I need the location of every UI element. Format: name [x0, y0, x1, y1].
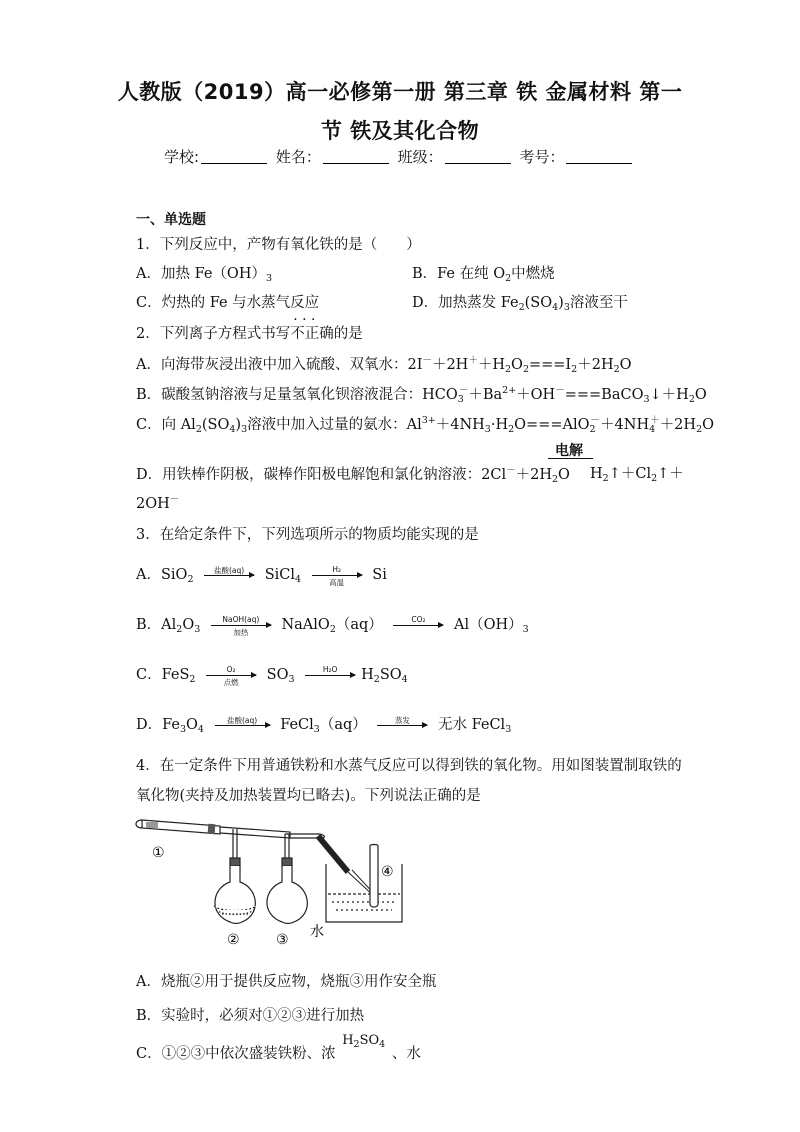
class-blank[interactable] — [445, 149, 511, 164]
q2-option-b: B．碳酸氢钠溶液与足量氢氧化钡溶液混合：$HCO_3^-+Ba^{2+}+OH^-===BaCO_3↓+H_2O$ — [136, 385, 707, 405]
q3-option-a: A．SiO$_2$ 盐酸(aq) SiCl$_4$ H₂ 高温 Si — [136, 564, 387, 587]
rubber-tube — [318, 836, 348, 872]
emphasis-text: · · · 不正确 — [290, 326, 334, 342]
q2-option-c: C．向 $Al_2(SO_4)_3$溶液中加入过量的氨水：$Al^{3+}+4NH_3\cdot H_2O===AlO_2^-+4NH_4^++2H_2O$ — [136, 415, 714, 435]
arrow-icon: 蒸发 — [377, 725, 427, 726]
q4-stem-line1: 4．在一定条件下用普通铁粉和水蒸气反应可以得到铁的氧化物。用如图装置制取铁的 — [136, 758, 682, 774]
apparatus-diagram — [130, 810, 420, 950]
electrolysis-bar — [548, 458, 593, 459]
arrow-icon: O₂ 点燃 — [206, 675, 256, 676]
section-title: 一、单选题 — [136, 212, 206, 228]
school-blank[interactable] — [201, 149, 267, 164]
flask-2 — [214, 858, 256, 924]
q2-option-a: A．向海带灰浸出液中加入硫酸、双氧水：$2I^-+2H^++H_2O_2===I_2+2H_2O$ — [136, 355, 632, 375]
label-2: ② — [227, 932, 240, 948]
collection-tube — [370, 845, 378, 908]
label-1: ① — [152, 845, 165, 861]
arrow-icon: CO₂ — [393, 625, 443, 626]
q1-stem: 1．下列反应中，产物有氧化铁的是（ ） — [136, 237, 421, 253]
q3-stem: 3．在给定条件下，下列选项所示的物质均能实现的是 — [136, 527, 479, 543]
q3-option-b: B．$Al_2O_3$ NaOH(aq) 加热 NaAlO$_2$（aq） CO₂ $Al(OH)_3$ — [136, 614, 529, 637]
exam-no-blank[interactable] — [566, 149, 632, 164]
arrow-icon: 盐酸(aq) — [215, 725, 270, 726]
q1-option-b: B．Fe 在纯 $O_2$中燃烧 — [412, 266, 555, 284]
label-4: ④ — [381, 864, 394, 880]
label-water: 水 — [310, 924, 324, 940]
arrow-icon: H₂ 高温 — [312, 575, 362, 576]
q3-option-c: C．FeS$_2$ O₂ 点燃 $SO_3$ H₂O $H_2SO_4$ — [136, 664, 408, 687]
school-label: 学校: — [164, 148, 200, 166]
label-3: ③ — [276, 932, 289, 948]
q2-option-d-line2: 2OH－ — [136, 494, 180, 512]
arrow-icon: 盐酸(aq) — [204, 575, 254, 576]
name-blank[interactable] — [323, 149, 389, 164]
q2-option-d: D．用铁棒作阴极，碳棒作阳极电解饱和氯化钠溶液：$2Cl^-+2H_2O$ — [136, 465, 570, 485]
student-info-line — [164, 146, 636, 167]
q1-option-a: A．加热 $Fe(OH)_3$ — [136, 266, 273, 284]
q4-option-a: A．烧瓶②用于提供反应物，烧瓶③用作安全瓶 — [136, 974, 437, 990]
exam-no-label: 考号： — [519, 148, 565, 166]
q1-option-d: D．加热蒸发 $Fe_2(SO_4)_3$溶液至干 — [412, 295, 628, 313]
arrow-icon: H₂O — [305, 675, 355, 676]
name-label: 姓名： — [275, 148, 321, 166]
q4-option-b: B．实验时，必须对①②③进行加热 — [136, 1008, 365, 1024]
q4-option-c: C．①②③中依次盛装铁粉、浓 $H_2SO_4$ 、水 — [136, 1033, 421, 1062]
reaction-tube — [136, 820, 290, 838]
electrolysis-label: 电解 — [555, 443, 583, 459]
q2-option-d-products: $H_2↑+Cl_2↑+$ — [590, 466, 684, 484]
page-title-line1: 人教版（2019）高一必修第一册 第三章 铁 金属材料 第一 — [117, 80, 683, 104]
q4-stem-line2: 氧化物(夹持及加热装置均已略去)。下列说法正确的是 — [136, 788, 481, 804]
arrow-icon: NaOH(aq) 加热 — [211, 625, 271, 626]
page-title-line2: 节 铁及其化合物 — [320, 119, 480, 143]
q2-stem: 2．下列离子方程式书写· · · 不正确的是 — [136, 322, 363, 343]
q1-option-c: C．灼热的 Fe 与水蒸气反应 — [136, 295, 320, 311]
glass-tubing — [233, 829, 325, 858]
flask-3 — [267, 858, 307, 924]
class-label: 班级： — [397, 148, 443, 166]
q3-option-d: D．$Fe_3O_4$ 盐酸(aq) FeCl$_3$（aq） 蒸发 无水 FeCl$_3$ — [136, 715, 512, 735]
